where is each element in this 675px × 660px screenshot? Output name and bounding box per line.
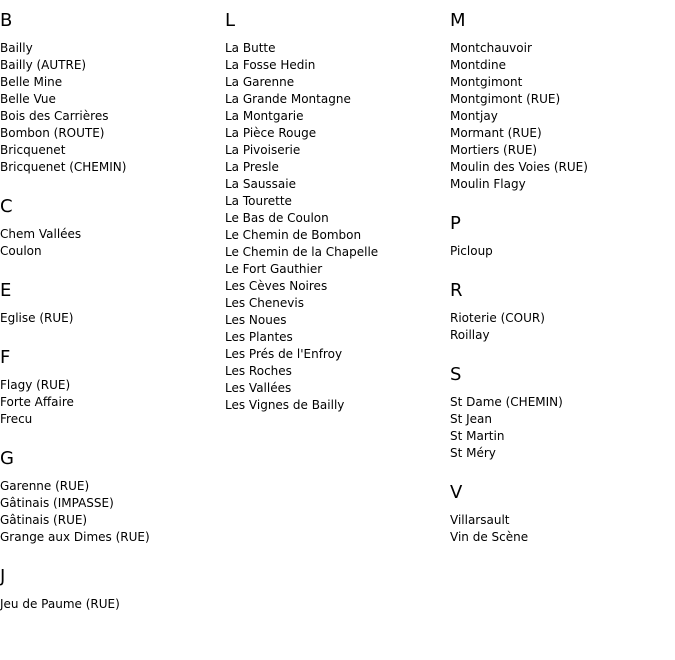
place-name-entry[interactable]: Montdine <box>450 58 506 72</box>
letter-section <box>0 448 220 546</box>
place-name-entry[interactable]: Gâtinais (IMPASSE) <box>0 496 114 510</box>
entry-list <box>0 226 220 260</box>
place-name-entry[interactable]: Bricquenet (CHEMIN) <box>0 160 127 174</box>
place-name-entry[interactable]: Bailly <box>0 41 33 55</box>
place-name-entry[interactable]: Le Chemin de Bombon <box>225 228 362 242</box>
place-name-entry[interactable]: Bois des Carrières <box>0 109 109 123</box>
place-name-entry[interactable]: Rioterie (COUR) <box>450 311 545 325</box>
place-name-entry[interactable]: St Martin <box>450 429 505 443</box>
place-name-entry[interactable]: Montjay <box>450 109 498 123</box>
place-name-entry[interactable]: Flagy (RUE) <box>0 378 71 392</box>
place-name-entry[interactable]: Vin de Scène <box>450 530 529 544</box>
place-name-entry[interactable]: Garenne (RUE) <box>0 479 90 493</box>
place-name-entry[interactable]: Coulon <box>0 244 42 258</box>
place-name-entry[interactable]: Bombon (ROUTE) <box>0 126 105 140</box>
place-name-entry[interactable]: Les Cèves Noires <box>225 279 328 293</box>
letter-section <box>450 10 670 193</box>
letter-section <box>225 10 445 414</box>
letter-section <box>450 364 670 462</box>
place-name-entry[interactable]: Le Chemin de la Chapelle <box>225 245 379 259</box>
place-name-entry[interactable]: Mortiers (RUE) <box>450 143 538 157</box>
place-name-entry[interactable]: La Saussaie <box>225 177 297 191</box>
letter-section <box>0 566 220 613</box>
letter-heading: J <box>0 566 6 587</box>
entry-list <box>0 377 220 428</box>
place-name-entry[interactable]: Forte Affaire <box>0 395 74 409</box>
place-name-entry[interactable]: Les Prés de l'Enfroy <box>225 347 343 361</box>
letter-section <box>450 280 670 344</box>
place-name-entry[interactable]: La Grande Montagne <box>225 92 351 106</box>
place-name-entry[interactable]: Le Fort Gauthier <box>225 262 323 276</box>
place-name-entry[interactable]: Picloup <box>450 244 493 258</box>
place-name-entry[interactable]: Mormant (RUE) <box>450 126 542 140</box>
place-name-entry[interactable]: La Tourette <box>225 194 292 208</box>
place-name-entry[interactable]: Gâtinais (RUE) <box>0 513 88 527</box>
place-name-entry[interactable]: La Butte <box>225 41 276 55</box>
place-name-entry[interactable]: Roillay <box>450 328 490 342</box>
letter-heading: L <box>225 10 236 31</box>
place-name-entry[interactable]: Villarsault <box>450 513 510 527</box>
entry-list <box>225 40 445 414</box>
place-name-entry[interactable]: Les Noues <box>225 313 287 327</box>
place-name-entry[interactable]: La Fosse Hedin <box>225 58 316 72</box>
place-name-entry[interactable]: St Méry <box>450 446 496 460</box>
letter-heading: B <box>0 10 13 31</box>
letter-section <box>450 213 670 260</box>
letter-heading: S <box>450 364 462 385</box>
letter-heading: F <box>0 347 11 368</box>
letter-heading: M <box>450 10 466 31</box>
entry-list <box>0 40 220 176</box>
place-name-entry[interactable]: Les Vignes de Bailly <box>225 398 345 412</box>
letter-heading: R <box>450 280 463 301</box>
place-name-entry[interactable]: Jeu de Paume (RUE) <box>0 597 120 611</box>
place-name-entry[interactable]: La Pièce Rouge <box>225 126 317 140</box>
place-name-entry[interactable]: Grange aux Dimes (RUE) <box>0 530 150 544</box>
entry-list <box>450 243 670 260</box>
place-name-entry[interactable]: Frecu <box>0 412 33 426</box>
place-name-entry[interactable]: St Dame (CHEMIN) <box>450 395 563 409</box>
letter-section <box>450 482 670 546</box>
place-name-entry[interactable]: Les Vallées <box>225 381 292 395</box>
place-name-entry[interactable]: Bailly (AUTRE) <box>0 58 87 72</box>
place-name-entry[interactable]: Moulin Flagy <box>450 177 526 191</box>
place-name-entry[interactable]: La Garenne <box>225 75 295 89</box>
place-name-entry[interactable]: Montgimont <box>450 75 523 89</box>
entry-list <box>450 512 670 546</box>
place-name-entry[interactable]: Les Roches <box>225 364 292 378</box>
letter-heading: P <box>450 213 461 234</box>
place-name-entry[interactable]: Eglise (RUE) <box>0 311 74 325</box>
index-column-2 <box>225 10 445 434</box>
letter-section <box>0 347 220 428</box>
place-name-entry[interactable]: Moulin des Voies (RUE) <box>450 160 588 174</box>
letter-section <box>0 10 220 176</box>
place-name-entry[interactable]: La Pivoiserie <box>225 143 301 157</box>
index-column-3 <box>450 10 670 566</box>
place-name-entry[interactable]: Chem Vallées <box>0 227 82 241</box>
place-name-entry[interactable]: Montchauvoir <box>450 41 532 55</box>
entry-list <box>0 310 220 327</box>
place-name-entry[interactable]: Bricquenet <box>0 143 66 157</box>
letter-heading: G <box>0 448 14 469</box>
entry-list <box>450 310 670 344</box>
letter-heading: V <box>450 482 463 503</box>
place-name-entry[interactable]: Belle Vue <box>0 92 56 106</box>
letter-heading: C <box>0 196 13 217</box>
letter-section <box>0 280 220 327</box>
index-column-1 <box>0 10 220 633</box>
place-name-entry[interactable]: La Presle <box>225 160 279 174</box>
entry-list <box>0 596 220 613</box>
place-name-entry[interactable]: St Jean <box>450 412 493 426</box>
entry-list <box>0 478 220 546</box>
place-name-entry[interactable]: La Montgarie <box>225 109 304 123</box>
place-name-entry[interactable]: Le Bas de Coulon <box>225 211 329 225</box>
letter-section <box>0 196 220 260</box>
entry-list <box>450 394 670 462</box>
letter-heading: E <box>0 280 12 301</box>
place-name-entry[interactable]: Les Plantes <box>225 330 293 344</box>
place-name-entry[interactable]: Les Chenevis <box>225 296 304 310</box>
place-name-entry[interactable]: Belle Mine <box>0 75 63 89</box>
entry-list <box>450 40 670 193</box>
place-name-entry[interactable]: Montgimont (RUE) <box>450 92 561 106</box>
